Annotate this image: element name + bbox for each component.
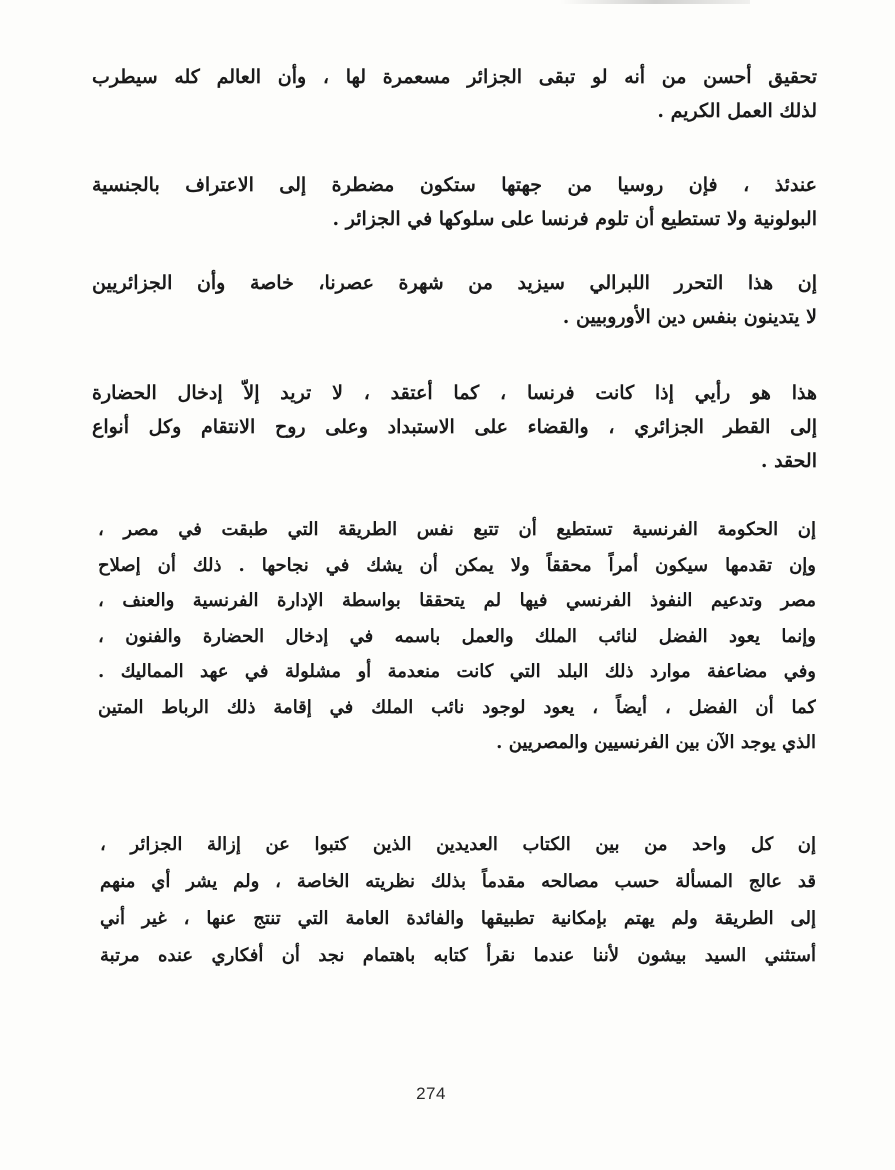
scan-edge-shadow bbox=[560, 0, 750, 4]
text-line: وإن تقدمها سيكون أمراً محققاً ولا يمكن أن يشك في نجاحها . ذلك أن إصلاح bbox=[98, 554, 816, 576]
text-line: مصر وتدعيم النفوذ الفرنسي فيها لم يتحققا بواسطة الإدارة الفرنسية والعنف ، bbox=[98, 590, 816, 611]
text-line: عندئذ ، فإن روسيا من جهتها ستكون مضطرة إلى الاعتراف بالجنسية bbox=[92, 174, 817, 196]
text-line: كما أن الفضل ، أيضاً ، يعود لوجود نائب الملك في إقامة ذلك الرباط المتين bbox=[98, 696, 816, 718]
text-line: الذي يوجد الآن بين الفرنسيين والمصريين . bbox=[496, 732, 816, 753]
paragraph-3 bbox=[92, 266, 817, 334]
text-line: إن الحكومة الفرنسية تستطيع أن تتبع نفس الطريقة التي طبقت في مصر ، bbox=[98, 519, 816, 540]
text-line: وفي مضاعفة موارد ذلك البلد التي كانت منعدمة أو مشلولة في عهد المماليك . bbox=[98, 661, 816, 682]
text-line: لذلك العمل الكريم . bbox=[657, 100, 817, 122]
text-line: إن هذا التحرر اللبرالي سيزيد من شهرة عصرنا، خاصة وأن الجزائريين bbox=[92, 272, 817, 294]
text-line: وإنما يعود الفضل لنائب الملك والعمل باسمه في إدخال الحضارة والفنون ، bbox=[98, 625, 816, 647]
text-line: تحقيق أحسن من أنه لو تبقى الجزائر مسعمرة لها ، وأن العالم كله سيطرب bbox=[92, 66, 817, 88]
paragraph-2 bbox=[92, 168, 817, 236]
text-line: قد عالج المسألة حسب مصالحه مقدماً بذلك نظريته الخاصة ، ولم يشر أي منهم bbox=[100, 871, 816, 892]
text-line: الحقد . bbox=[760, 450, 817, 472]
text-line: إن كل واحد من بين الكتاب العديدين الذين كتبوا عن إزالة الجزائر ، bbox=[100, 834, 816, 855]
text-line: هذا هو رأيي إذا كانت فرنسا ، كما أعتقد ، لا تريد إلاّ إدخال الحضارة bbox=[92, 382, 817, 404]
paragraph-5 bbox=[98, 512, 816, 761]
text-line: أستثني السيد بيشون لأننا عندما نقرأ كتابه باهتمام نجد أن أفكاري عنده مرتبة bbox=[100, 945, 816, 966]
text-line: لا يتدينون بنفس دين الأوروبيين . bbox=[562, 306, 817, 328]
text-line: إلى الطريقة ولم يهتم بإمكانية تطبيقها والفائدة العامة التي تنتج عنها ، غير أني bbox=[100, 908, 816, 929]
paragraph-1 bbox=[92, 60, 817, 128]
page-number: 274 bbox=[416, 1084, 446, 1103]
text-line: البولونية ولا تستطيع أن تلوم فرنسا على سلوكها في الجزائر . bbox=[332, 208, 817, 230]
paragraph-6 bbox=[100, 826, 816, 974]
paragraph-4 bbox=[92, 376, 817, 478]
text-line: إلى القطر الجزائري ، والقضاء على الاستبداد وعلى روح الانتقام وكل أنواع bbox=[92, 416, 817, 438]
